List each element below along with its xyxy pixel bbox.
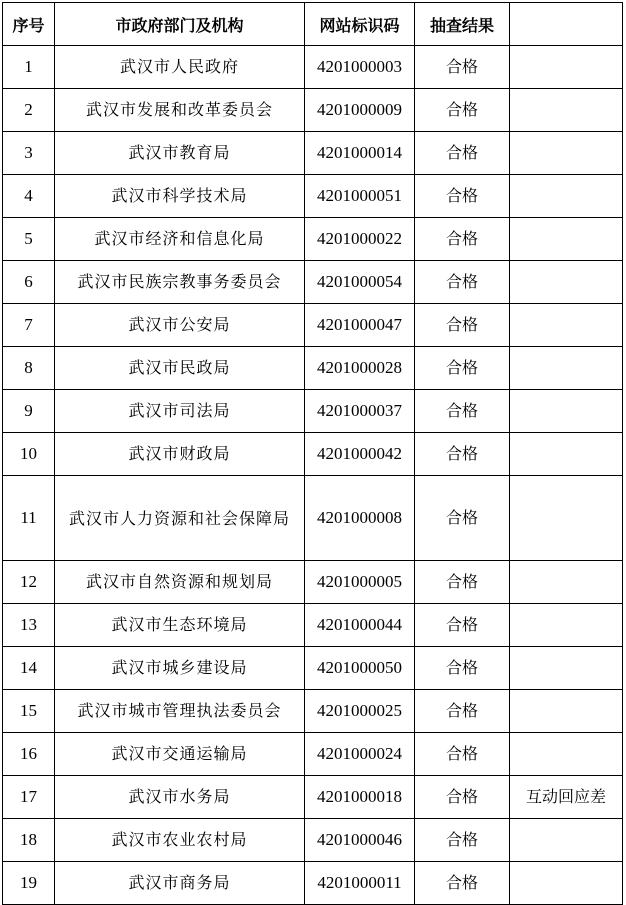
check-result: 合格 bbox=[415, 175, 510, 218]
row-index: 18 bbox=[3, 819, 55, 862]
remark bbox=[510, 347, 623, 390]
remark bbox=[510, 89, 623, 132]
website-check-table bbox=[2, 2, 623, 905]
table-row bbox=[3, 46, 623, 89]
department-name: 武汉市民政局 bbox=[55, 347, 305, 390]
row-index: 9 bbox=[3, 390, 55, 433]
site-code: 4201000022 bbox=[305, 218, 415, 261]
department-name: 武汉市自然资源和规划局 bbox=[55, 561, 305, 604]
site-code: 4201000037 bbox=[305, 390, 415, 433]
row-index: 8 bbox=[3, 347, 55, 390]
header-note bbox=[510, 3, 623, 46]
check-result: 合格 bbox=[415, 261, 510, 304]
check-result: 合格 bbox=[415, 819, 510, 862]
check-result: 合格 bbox=[415, 862, 510, 905]
site-code: 4201000024 bbox=[305, 733, 415, 776]
remark bbox=[510, 561, 623, 604]
table-row bbox=[3, 776, 623, 819]
table-row bbox=[3, 862, 623, 905]
department-name: 武汉市水务局 bbox=[55, 776, 305, 819]
table-row bbox=[3, 733, 623, 776]
check-result: 合格 bbox=[415, 561, 510, 604]
site-code: 4201000008 bbox=[305, 476, 415, 561]
table-row bbox=[3, 175, 623, 218]
row-index: 14 bbox=[3, 647, 55, 690]
row-index: 4 bbox=[3, 175, 55, 218]
department-name: 武汉市商务局 bbox=[55, 862, 305, 905]
row-index: 10 bbox=[3, 433, 55, 476]
header-result: 抽查结果 bbox=[415, 3, 510, 46]
site-code: 4201000054 bbox=[305, 261, 415, 304]
table-row bbox=[3, 218, 623, 261]
check-result: 合格 bbox=[415, 46, 510, 89]
site-code: 4201000009 bbox=[305, 89, 415, 132]
remark bbox=[510, 819, 623, 862]
header-index: 序号 bbox=[3, 3, 55, 46]
site-code: 4201000025 bbox=[305, 690, 415, 733]
check-result: 合格 bbox=[415, 304, 510, 347]
remark bbox=[510, 218, 623, 261]
check-result: 合格 bbox=[415, 690, 510, 733]
remark bbox=[510, 647, 623, 690]
check-result: 合格 bbox=[415, 647, 510, 690]
table-row bbox=[3, 433, 623, 476]
row-index: 5 bbox=[3, 218, 55, 261]
department-name: 武汉市教育局 bbox=[55, 132, 305, 175]
check-result: 合格 bbox=[415, 89, 510, 132]
site-code: 4201000046 bbox=[305, 819, 415, 862]
row-index: 1 bbox=[3, 46, 55, 89]
remark bbox=[510, 304, 623, 347]
department-name: 武汉市农业农村局 bbox=[55, 819, 305, 862]
check-result: 合格 bbox=[415, 390, 510, 433]
row-index: 6 bbox=[3, 261, 55, 304]
site-code: 4201000044 bbox=[305, 604, 415, 647]
row-index: 3 bbox=[3, 132, 55, 175]
table-row bbox=[3, 604, 623, 647]
header-site-code: 网站标识码 bbox=[305, 3, 415, 46]
table-body bbox=[3, 46, 623, 905]
table-row bbox=[3, 690, 623, 733]
check-result: 合格 bbox=[415, 132, 510, 175]
check-result: 合格 bbox=[415, 604, 510, 647]
table-row bbox=[3, 561, 623, 604]
remark: 互动回应差 bbox=[510, 776, 623, 819]
row-index: 17 bbox=[3, 776, 55, 819]
check-result: 合格 bbox=[415, 776, 510, 819]
department-name: 武汉市发展和改革委员会 bbox=[55, 89, 305, 132]
row-index: 11 bbox=[3, 476, 55, 561]
site-code: 4201000047 bbox=[305, 304, 415, 347]
remark bbox=[510, 690, 623, 733]
department-name: 武汉市人民政府 bbox=[55, 46, 305, 89]
table-row bbox=[3, 476, 623, 561]
check-result: 合格 bbox=[415, 433, 510, 476]
site-code: 4201000018 bbox=[305, 776, 415, 819]
remark bbox=[510, 390, 623, 433]
check-result: 合格 bbox=[415, 347, 510, 390]
row-index: 15 bbox=[3, 690, 55, 733]
remark bbox=[510, 733, 623, 776]
remark bbox=[510, 433, 623, 476]
site-code: 4201000011 bbox=[305, 862, 415, 905]
department-name: 武汉市司法局 bbox=[55, 390, 305, 433]
header-department: 市政府部门及机构 bbox=[55, 3, 305, 46]
row-index: 7 bbox=[3, 304, 55, 347]
remark bbox=[510, 261, 623, 304]
check-result: 合格 bbox=[415, 733, 510, 776]
department-name: 武汉市生态环境局 bbox=[55, 604, 305, 647]
department-name: 武汉市交通运输局 bbox=[55, 733, 305, 776]
row-index: 16 bbox=[3, 733, 55, 776]
site-code: 4201000051 bbox=[305, 175, 415, 218]
department-name: 武汉市城市管理执法委员会 bbox=[55, 690, 305, 733]
table-header-row bbox=[3, 3, 623, 46]
row-index: 2 bbox=[3, 89, 55, 132]
remark bbox=[510, 46, 623, 89]
department-name: 武汉市公安局 bbox=[55, 304, 305, 347]
table-row bbox=[3, 132, 623, 175]
remark bbox=[510, 132, 623, 175]
site-code: 4201000003 bbox=[305, 46, 415, 89]
remark bbox=[510, 862, 623, 905]
table-row bbox=[3, 89, 623, 132]
department-name: 武汉市民族宗教事务委员会 bbox=[55, 261, 305, 304]
table-row bbox=[3, 819, 623, 862]
site-code: 4201000050 bbox=[305, 647, 415, 690]
department-name: 武汉市经济和信息化局 bbox=[55, 218, 305, 261]
remark bbox=[510, 604, 623, 647]
department-name: 武汉市人力资源和社会保障局 bbox=[55, 476, 305, 561]
department-name: 武汉市城乡建设局 bbox=[55, 647, 305, 690]
row-index: 19 bbox=[3, 862, 55, 905]
row-index: 12 bbox=[3, 561, 55, 604]
site-code: 4201000014 bbox=[305, 132, 415, 175]
site-code: 4201000005 bbox=[305, 561, 415, 604]
department-name: 武汉市科学技术局 bbox=[55, 175, 305, 218]
check-result: 合格 bbox=[415, 476, 510, 561]
table-row bbox=[3, 304, 623, 347]
table-row bbox=[3, 261, 623, 304]
remark bbox=[510, 175, 623, 218]
remark bbox=[510, 476, 623, 561]
site-code: 4201000028 bbox=[305, 347, 415, 390]
department-name: 武汉市财政局 bbox=[55, 433, 305, 476]
row-index: 13 bbox=[3, 604, 55, 647]
table-row bbox=[3, 347, 623, 390]
table-row bbox=[3, 390, 623, 433]
site-code: 4201000042 bbox=[305, 433, 415, 476]
table-row bbox=[3, 647, 623, 690]
check-result: 合格 bbox=[415, 218, 510, 261]
